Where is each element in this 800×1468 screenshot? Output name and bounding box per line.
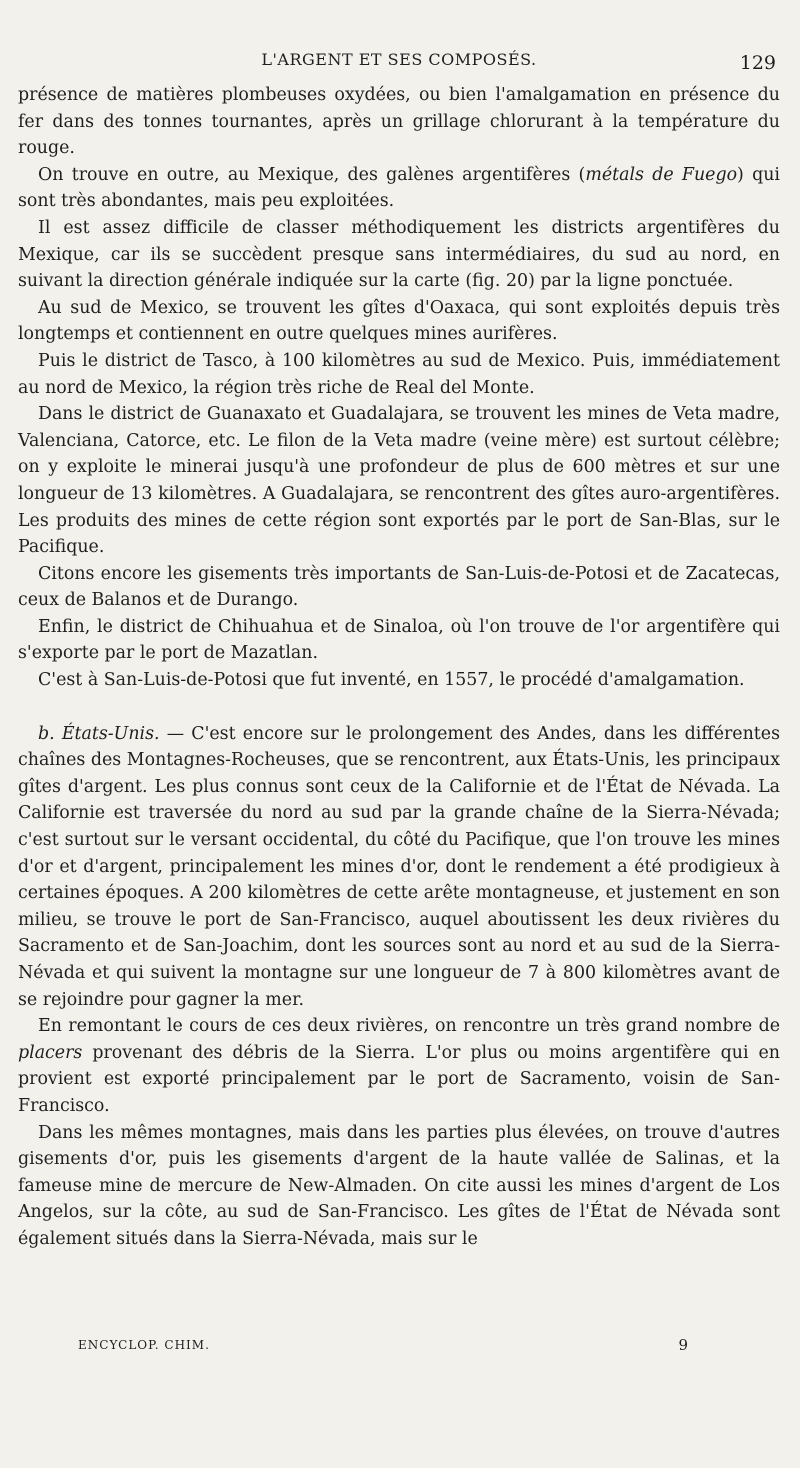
paragraph-9: C'est à San-Luis-de-Potosi que fut inventé, en 1557, le procédé d'amalgamation. (38, 670, 745, 691)
paragraph-2-start: On trouve en outre, au Mexique, des galènes argentifères ( (38, 164, 586, 185)
paragraph-3: Il est assez difficile de classer méthodiquement les districts argentifères du Mexique, car ils se succèdent presque sans intermédiaires, du sud au nord, en suivant la direction générale indiquée sur la carte (fig. 20) par la ligne ponctuée. (18, 217, 780, 292)
paragraph-7: Citons encore les gisements très importants de San-Luis-de-Potosi et de Zacatecas, ceux de Balanos et de Durango. (18, 563, 780, 611)
paragraph-11-start: En remontant le cours de ces deux rivières, on rencontre un très grand nombre de (38, 1016, 780, 1037)
paragraph-8: Enfin, le district de Chihuahua et de Sinaloa, où l'on trouve de l'or argentifère qui s'exporte par le port de Mazatlan. (18, 616, 780, 664)
paragraph-1: présence de matières plombeuses oxydées, ou bien l'amalgamation en présence du fer dans des tonnes tournantes, après un grillage chlorurant à la température du rouge. (18, 85, 780, 159)
footer-signature: 9 (678, 1336, 688, 1354)
page-number: 129 (739, 52, 776, 74)
paragraph-10-text: — C'est encore sur le prolongement des Andes, dans les différentes chaînes des Montagnes-Rocheuses, que se rencontrent, aux États-Unis, les principaux gîtes d'argent. Les plus connus sont ceux de la Californie et de l'État de Névada. La Californie est traversée du nord au sud par la grande chaîne de la Sierra-Névada; c'est surtout sur le versant occidental, du côté du Pacifique, que l'on trouve les mines d'or et d'argent, principalement les mines d'or, dont le rendement a été prodigieux à certaines époques. A 200 kilomètres de cette arête montagneuse, et justement en son milieu, se trouve le port de San-Francisco, auquel aboutissent les deux rivières du Sacramento et de San-Joachim, dont les sources sont au nord et au sud de la Sierra-Névada et qui suivent la montagne sur une longueur de 7 à 800 kilomètres avant de se rejoindre pour gagner la mer. (18, 723, 780, 1010)
paragraph-2-end: ) qui sont très abondantes, mais peu exploitées. (18, 164, 780, 212)
paragraph-11-end: provenant des débris de la Sierra. L'or plus ou moins argentifère qui en provient est exporté principalement par le port de Sacramento, voisin de San-Francisco. (18, 1042, 780, 1116)
running-title: L'ARGENT ET SES COMPOSÉS. (261, 50, 537, 69)
page-header (18, 50, 780, 76)
paragraph-6: Dans le district de Guanaxato et Guadalajara, se trouvent les mines de Veta madre, Valenciana, Catorce, etc. Le filon de la Veta madre (veine mère) est surtout célèbre; on y exploite le minerai jusqu'à une profondeur de plus de 600 mètres et sur une longueur de 13 kilomètres. A Guadalajara, se rencontrent des gîtes auro-argentifères. Les produits des mines de cette région sont exportés par le port de San-Blas, sur le Pacifique. (18, 404, 780, 558)
paragraph-5: Puis le district de Tasco, à 100 kilomètres au sud de Mexico. Puis, immédiatement au nord de Mexico, la région très riche de Real del Monte. (18, 350, 780, 398)
paragraph-12: Dans les mêmes montagnes, mais dans les parties plus élevées, on trouve d'autres gisements d'or, puis les gisements d'argent de la haute vallée de Salinas, et la fameuse mine de mercure de New-Almaden. On cite aussi les mines d'argent de Los Angelos, sur la côte, au sud de San-Francisco. Les gîtes de l'État de Névada sont également situés dans la Sierra-Névada, mais sur le (18, 1122, 780, 1249)
paragraph-4: Au sud de Mexico, se trouvent les gîtes d'Oaxaca, qui sont exploités depuis très longtemps et contiennent en outre quelques mines aurifères. (18, 297, 780, 345)
body-text (18, 82, 780, 1253)
paragraph-2 (18, 162, 780, 215)
footer-collection: ENCYCLOP. CHIM. (78, 1338, 210, 1352)
paragraph-11-italic-term: placers (18, 1042, 83, 1063)
page-footer (78, 1338, 698, 1360)
paragraph-11 (18, 1013, 780, 1119)
paragraph-10-section-b (18, 721, 780, 1014)
section-b-label: b. États-Unis. (38, 723, 160, 744)
paragraph-2-italic-term: métals de Fuego (585, 164, 738, 185)
